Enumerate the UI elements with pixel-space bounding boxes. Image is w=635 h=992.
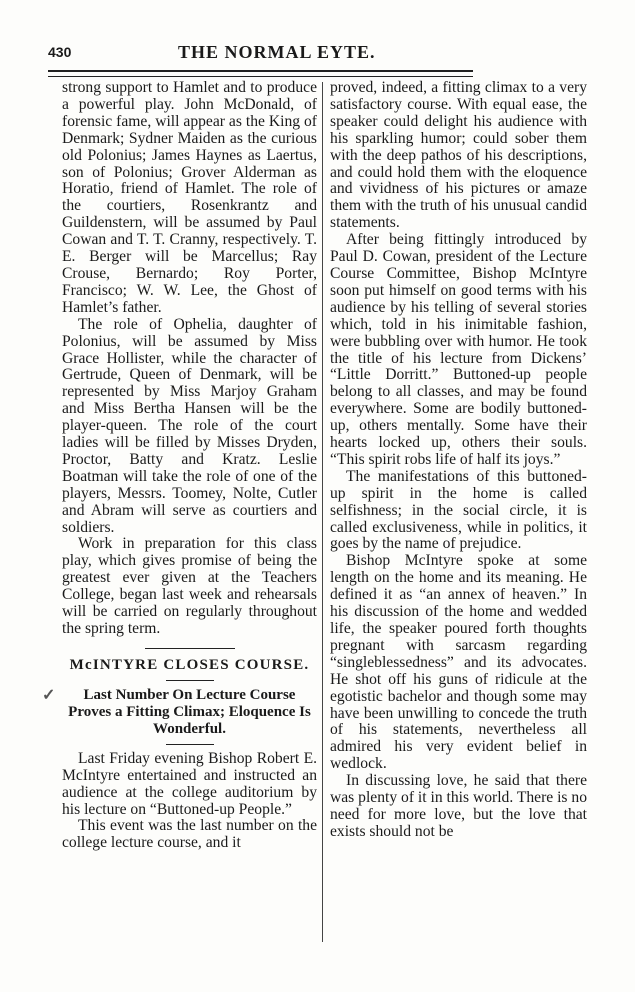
check-mark-icon: ✓ bbox=[42, 686, 56, 704]
header-rule bbox=[48, 70, 473, 77]
paragraph: After being fittingly introduced by Paul D. Cowan, president of the Lecture Course Committee, Bishop McIntyre soon put himself on good terms with his audience by his telling of several stories which, told in his inimitable fashion, were bubbling over with humor. He took the title of his lecture from Dickens’ “Little Dorritt.” Buttoned-up people belong to all classes, and may be found everywhere. Some are bodily buttoned-up, others mentally. Some have their hearts locked up, others their souls. “This spirit robs life of half its joys.” bbox=[330, 231, 587, 468]
paragraph: Bishop McIntyre spoke at some length on the home and its meaning. He defined it as “an annex of heaven.” In his discussion of the home and wedded life, the speaker poured forth thoughts pregnant with sarcasm regarding “singleblessedness” and its advocates. He shot off his guns of ridicule at the egotistic bachelor and though some may have been unwilling to concede the truth of his statements, nevertheless all admired his very evident belief in wedlock. bbox=[330, 552, 587, 773]
left-column bbox=[42, 79, 317, 852]
subhead-divider bbox=[166, 744, 214, 745]
section-divider bbox=[145, 648, 235, 649]
article-headline: McINTYRE CLOSES COURSE. bbox=[69, 656, 310, 673]
paragraph: strong support to Hamlet and to produce a powerful play. John McDonald, of forensic fame, will appear as the King of Denmark; Sydner Maiden as the curious old Polonius; James Haynes as Laertus, son of Polonius; Grover Alderman as Horatio, friend of Hamlet. The role of the courtiers, Rosenkrantz and Guildenstern, will be assumed by Paul Cowan and T. T. Cranny, respectively. T. E. Berger will be Marcellus; Ray Crouse, Bernardo; Roy Porter, Francisco; W. W. Lee, the Ghost of Hamlet’s father. bbox=[62, 79, 317, 316]
right-column bbox=[330, 80, 587, 841]
paragraph: Work in preparation for this class play, which gives promise of being the greatest ever given at the Teachers College, began last week and rehearsals will be carried on regularly throughout the spring term. bbox=[62, 535, 317, 637]
page-number: 430 bbox=[48, 44, 72, 60]
paragraph: Last Friday evening Bishop Robert E. McIntyre entertained and instructed an audience at the college auditorium by his lecture on “Buttoned-up People.” bbox=[62, 749, 317, 818]
column-divider bbox=[322, 82, 323, 942]
paragraph: This event was the last number on the college lecture course, and it bbox=[62, 817, 317, 852]
headline-divider bbox=[166, 680, 214, 681]
paragraph: proved, indeed, a fitting climax to a very satisfactory course. With equal ease, the speaker could delight his audience with his sparkling humor; could sober them with the deep pathos of his descriptions, and could hold them with the eloquence and vividness of his pictures or amaze them with the truth of his unusual candid statements. bbox=[330, 79, 587, 232]
paragraph: In discussing love, he said that there was plenty of it in this world. There is no need for more love, but the love that exists should not be bbox=[330, 772, 587, 840]
article-subhead bbox=[42, 686, 317, 738]
page-header bbox=[48, 44, 473, 68]
paragraph: The role of Ophelia, daughter of Polonius, will be assumed by Miss Grace Hollister, while the character of Gertrude, Queen of Denmark, will be represented by Miss Marjoy Graham and Miss Bertha Hansen will be the player-queen. The role of the court ladies will be filled by Misses Dryden, Proctor, Batty and Kratz. Leslie Boatman will take the role of one of the players, Messrs. Toomey, Nolte, Cutler and Abram will serve as courtiers and soldiers. bbox=[62, 315, 317, 536]
subhead-text: Last Number On Lecture Course Proves a Fitting Climax; Eloquence Is Wonderful. bbox=[68, 686, 311, 737]
paragraph: The manifestations of this buttoned-up spirit in the home is called selfishness; in the social circle, it is called exclusiveness, while in politics, it goes by the name of prejudice. bbox=[330, 467, 587, 553]
running-title: THE NORMAL EYTE. bbox=[178, 42, 376, 62]
